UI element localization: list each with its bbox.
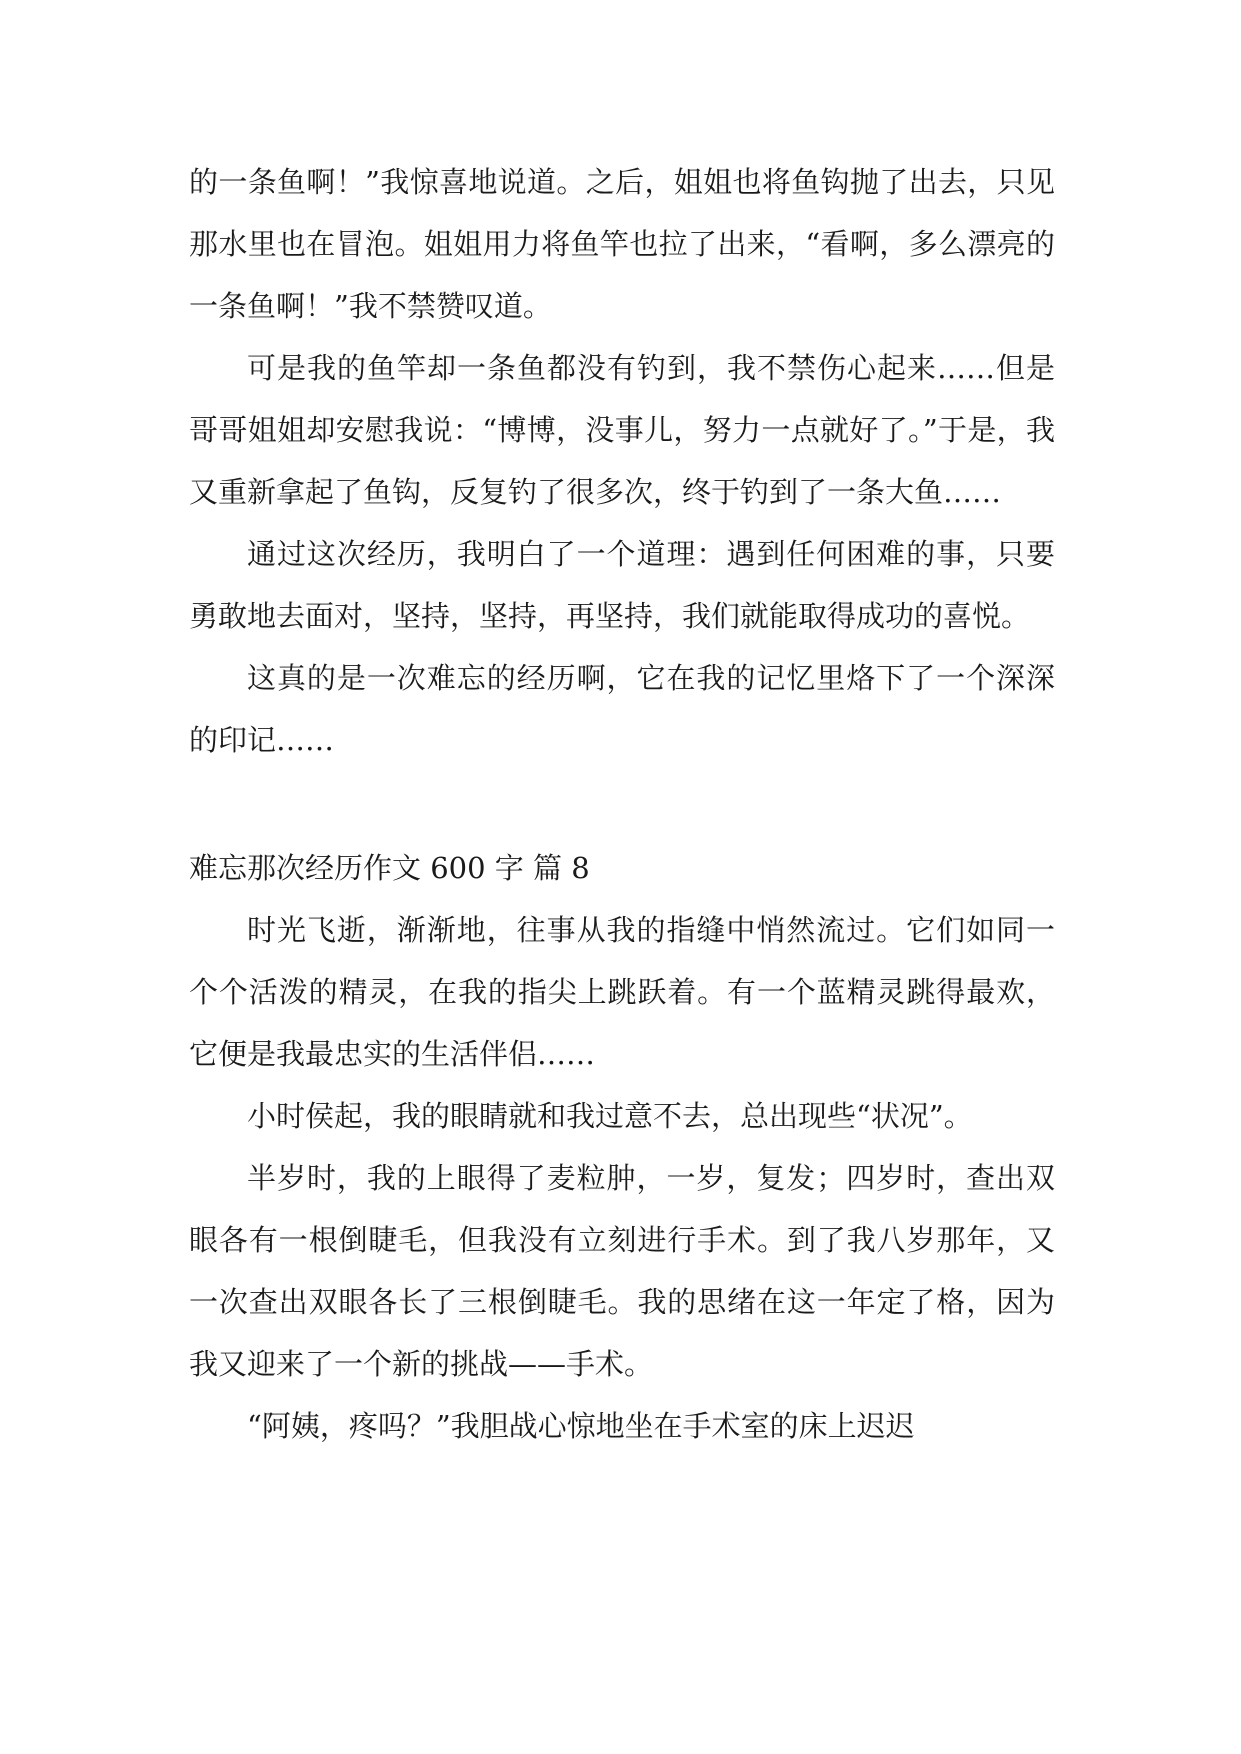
paragraph: 可是我的鱼竿却一条鱼都没有钓到，我不禁伤心起来……但是哥哥姐姐却安慰我说：“博博，没事儿，努力一点就好了。”于是，我又重新拿起了鱼钩，反复钓了很多次，终于钓到了一条大鱼…… [189,351,1055,509]
paragraph: 小时侯起，我的眼睛就和我过意不去，总出现些“状况”。 [247,1099,973,1133]
document-body [189,151,1055,1457]
paragraph: 这真的是一次难忘的经历啊，它在我的记忆里烙下了一个深深的印记…… [189,661,1055,757]
section-heading: 难忘那次经历作文 600 字 篇 8 [189,851,590,885]
paragraph: 通过这次经历，我明白了一个道理：遇到任何困难的事，只要勇敢地去面对，坚持，坚持，再坚持，我们就能取得成功的喜悦。 [189,537,1055,633]
paragraph: 半岁时，我的上眼得了麦粒肿，一岁，复发；四岁时，查出双眼各有一根倒睫毛，但我没有立刻进行手术。到了我八岁那年，又一次查出双眼各长了三根倒睫毛。我的思绪在这一年定了格，因为我又迎来了一个新的挑战——手术。 [189,1161,1055,1381]
paragraph: 的一条鱼啊！”我惊喜地说道。之后，姐姐也将鱼钩抛了出去，只见那水里也在冒泡。姐姐用力将鱼竿也拉了出来，“看啊，多么漂亮的一条鱼啊！”我不禁赞叹道。 [189,165,1055,323]
paragraph: “阿姨，疼吗？”我胆战心惊地坐在手术室的床上迟迟 [247,1409,915,1443]
paragraph: 时光飞逝，渐渐地，往事从我的指缝中悄然流过。它们如同一个个活泼的精灵，在我的指尖上跳跃着。有一个蓝精灵跳得最欢，它便是我最忠实的生活伴侣…… [189,913,1055,1071]
